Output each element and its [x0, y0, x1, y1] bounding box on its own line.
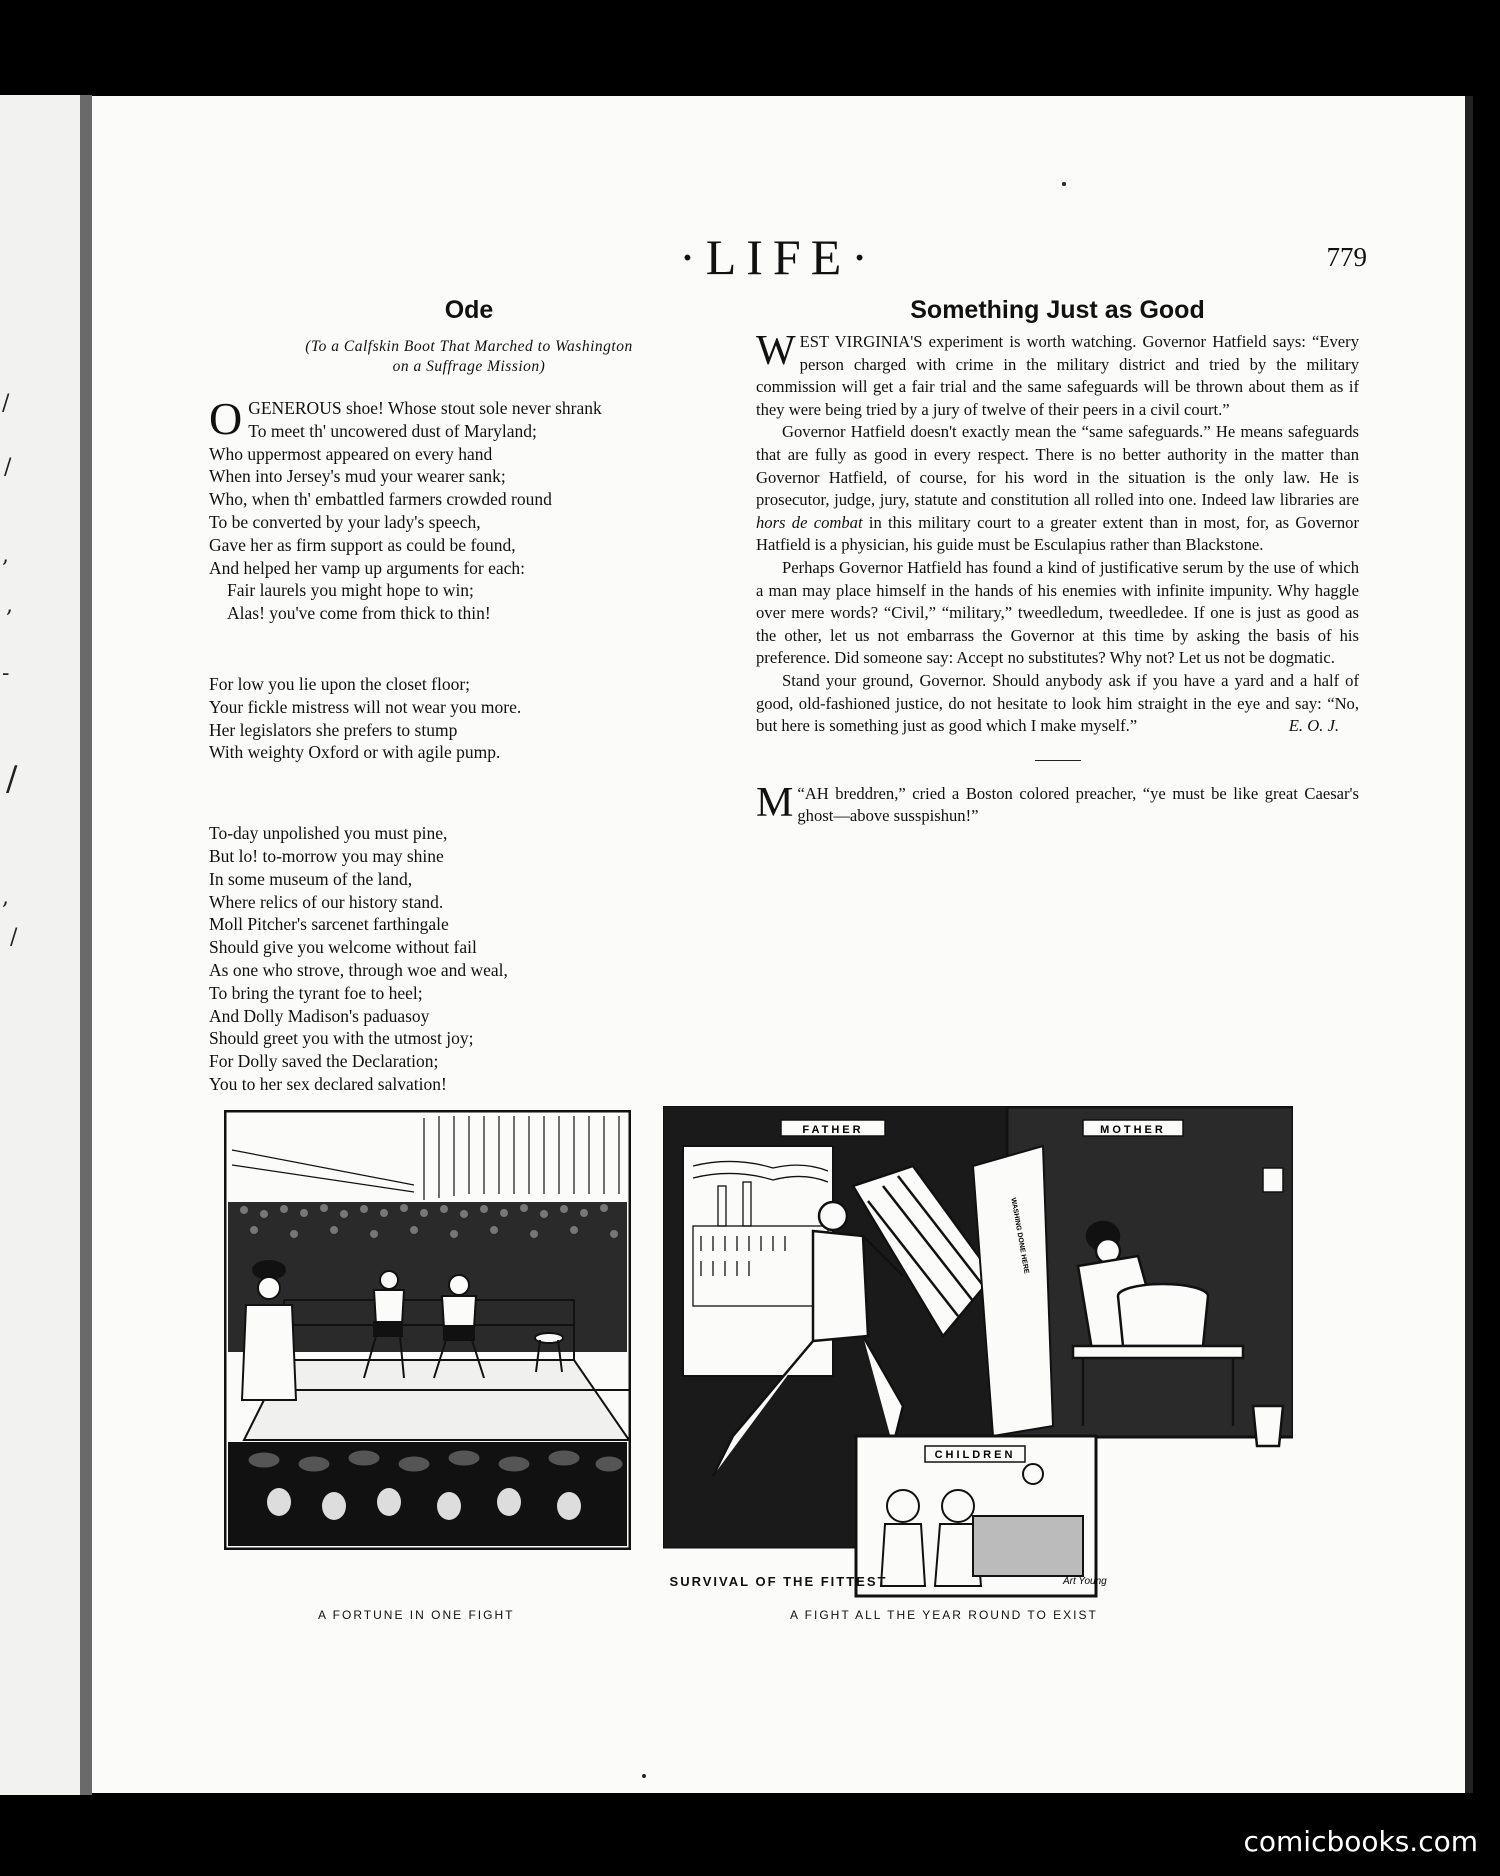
- essay-paragraph-3: Perhaps Governor Hatfield has found a kind of justificative serum by the use of which a man may place himself in the hands of his enemies with infinite impunity. Why haggle over mere words? “Civil,” “military,” tweedledum, tweedledee. If one is just as good as the other, let us not embarrass the Governor at this time by asking the basis of his preference. Did someone say: Accept no substitutes? Why not? Let us not be dogmatic.: [756, 557, 1359, 668]
- page-number: 779: [1326, 242, 1367, 272]
- poem-stanza-2: For low you lie upon the closet floor; Your fickle mistress will not wear you more. Her legislators she prefers to stump With weighty Oxford or with agile pump.: [209, 673, 522, 763]
- cartoon-title: SURVIVAL OF THE FITTEST: [669, 1574, 888, 1589]
- adjacent-page-edge: / / , , - / , /: [0, 95, 80, 1795]
- poem-title: Ode: [444, 296, 494, 324]
- poem-subtitle: (To a Calfskin Boot That Marched to Washington on a Suffrage Mission): [305, 338, 633, 375]
- page-right-edge: [1465, 96, 1473, 1793]
- poem-stanza-1: O GENEROUS shoe! Whose stout sole never shrank To meet th' uncowered dust of Maryland; Who uppermost appeared on every hand When into Jersey's mud your wearer sank; Who, when th' embattled farmers crowded round To be converted by your lady's speech, Gave her as firm support as could be found, And helped her vamp up arguments for each: Fair laurels you might hope to win; Alas! you've come from thick to thin!: [209, 393, 602, 624]
- cartoon-caption-right: A FIGHT ALL THE YEAR ROUND TO EXIST: [790, 1608, 1098, 1622]
- essay-paragraph-2: Governor Hatfield doesn't exactly mean the “same safeguards.” He means safeguards that are fully as good in every respect. There is no better authority in the matter than Governor Hatfield, of course, for his word in the situation is the only law. He is prosecutor, judge, jury, statute and constitution all rolled into one. Indeed law libraries are hors de combat in this military court to a greater extent than in most, for, as Governor Hatfield is a physician, his guide must be Esculapius rather than Blackstone.: [756, 422, 1359, 555]
- masthead: ·LIFE·: [679, 229, 878, 285]
- author-signature: E. O. J.: [1288, 716, 1339, 736]
- washing-sign: WASHING DONE HERE: [1009, 1197, 1030, 1275]
- essay-paragraph-1: WEST VIRGINIA'S experiment is worth watching. Governor Hatfield says: “Every person charged with crime in the military district and tried by the military commission will get a fair trial and the same safeguards will be thrown about them as if they were being tried by a jury of twelve of their peers in a civil court.”: [756, 328, 1359, 419]
- drop-cap: M: [756, 779, 794, 826]
- family-struggle-cartoon: [663, 1106, 1293, 1606]
- children-label: CHILDREN: [934, 1449, 1016, 1461]
- essay-title: Something Just as Good: [910, 296, 1205, 324]
- father-label: FATHER: [802, 1124, 864, 1136]
- section-divider: [1035, 760, 1081, 761]
- drop-cap: W: [756, 328, 796, 374]
- print-speck: [642, 1774, 646, 1778]
- site-watermark: comicbooks.com: [1243, 1825, 1478, 1858]
- joke-paragraph: “ M AH breddren,” cried a Boston colored preacher, “ye must be like great Caesar's ghost—above susspishun!”: [756, 779, 1359, 826]
- essay-paragraph-4: Stand your ground, Governor. Should anybody ask if you have a yard and a half of good, old-fashioned justice, do not hesitate to look him straight in the eye and say: “No, but here is something just as good which I make myself.” E. O. J.: [756, 670, 1359, 738]
- boxing-cartoon: [224, 1110, 631, 1550]
- poem-column: [209, 296, 729, 1096]
- artist-signature: Art Young: [1063, 1576, 1107, 1587]
- mother-label: MOTHER: [1100, 1124, 1166, 1136]
- drop-cap: O: [209, 393, 243, 444]
- cartoon-caption-left: A FORTUNE IN ONE FIGHT: [318, 1608, 515, 1622]
- essay-column: [756, 296, 1359, 828]
- poem-stanza-3: To-day unpolished you must pine, But lo! to-morrow you may shine In some museum of the land, Where relics of our history stand. Moll Pitcher's sarcenet farthingale Should give you welcome without fail As one who strove, through woe and weal, To bring the tyrant foe to heel; And Dolly Madison's paduasoy Should greet you with the utmost joy; For Dolly saved the Declaration; You to her sex declared salvation!: [209, 823, 508, 1094]
- page-gutter: [80, 95, 92, 1795]
- print-speck: [1062, 182, 1066, 186]
- magazine-page: [92, 96, 1465, 1793]
